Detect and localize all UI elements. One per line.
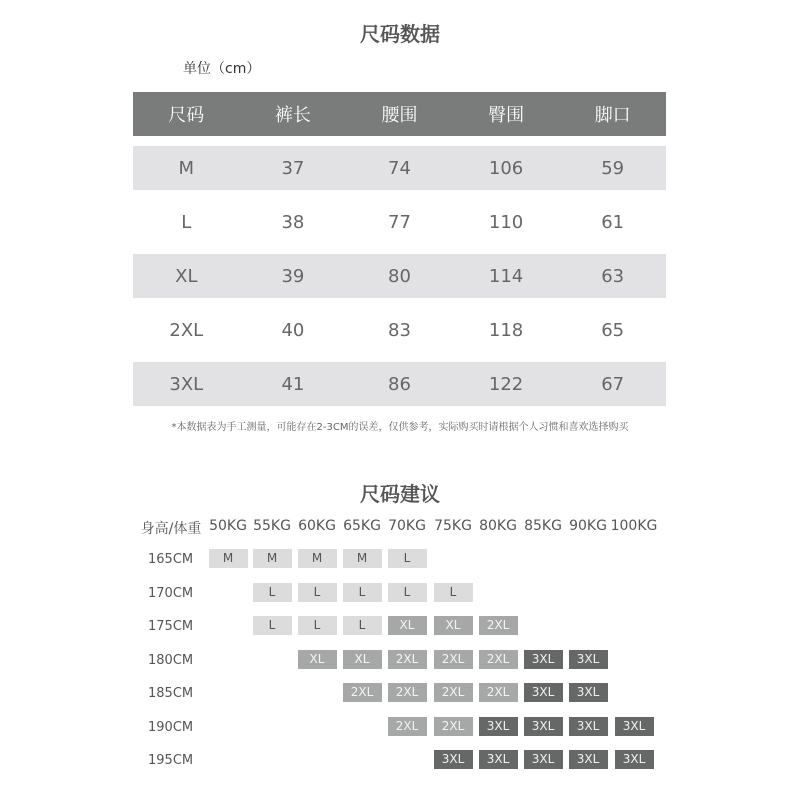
size-suggestion-cell: XL [343,650,382,669]
cell-hem: 65 [601,319,625,341]
weight-label: 75KG [434,518,472,534]
size-suggestion-cell: 3XL [569,717,608,736]
size-suggestion-cell: 2XL [343,683,382,702]
height-label: 175CM [148,619,194,634]
cell-hem: 63 [559,254,666,298]
weight-label: 90KG [569,518,607,534]
table-row [133,200,666,244]
weight-label: 70KG [388,518,426,534]
unit-label: 单位（cm） [183,61,261,77]
measurement-note: *本数据表为手工测量，可能存在2-3CM的误差，仅供参考，实际购买时请根据个人习惯和喜欢选择购买 [171,422,629,433]
size-suggestion-cell: L [388,583,427,602]
size-suggestion-cell: L [298,583,337,602]
header-hem: 脚口 [559,92,666,136]
size-suggestion-cell: M [343,549,382,568]
cell-length: 37 [240,146,347,190]
size-suggestion-cell: 2XL [434,650,473,669]
size-suggestion-cell: 3XL [524,683,563,702]
size-suggestion-cell: 2XL [388,717,427,736]
cell-waist: 77 [388,211,411,233]
size-recommendation-title: 尺码建议 [360,482,440,506]
size-data-title: 尺码数据 [360,22,440,46]
height-label: 170CM [148,585,194,601]
size-suggestion-cell: M [209,549,248,568]
cell-size: M [133,146,240,190]
cell-hip: 114 [453,254,560,298]
size-suggestion-cell: XL [434,616,473,635]
size-suggestion-cell: XL [388,616,427,635]
size-suggestion-cell: 3XL [524,717,563,736]
height-label: 190CM [148,719,194,735]
size-suggestion-cell: L [253,616,292,635]
weight-label: 50KG [209,518,247,534]
cell-size: XL [133,254,240,298]
size-suggestion-cell: L [343,616,382,635]
size-suggestion-cell: L [343,583,382,602]
weight-label: 85KG [524,518,562,534]
table-row [133,146,666,190]
size-suggestion-cell: L [298,616,337,635]
cell-hem: 67 [559,362,666,406]
size-suggestion-cell: 3XL [479,717,518,736]
cell-hip: 106 [453,146,560,190]
size-table [133,82,666,416]
cell-hem: 61 [601,211,625,233]
size-suggestion-cell: M [253,549,292,568]
size-suggestion-cell: XL [298,650,337,669]
size-suggestion-cell: 2XL [434,683,473,702]
table-row [133,362,666,406]
header-waist: 腰围 [346,92,453,136]
height-label: 165CM [148,552,194,567]
weight-label: 55KG [253,518,291,534]
table-row [133,308,666,352]
header-length: 裤长 [240,92,347,136]
size-suggestion-cell: L [434,583,473,602]
size-suggestion-cell: 3XL [615,750,654,769]
size-suggestion-cell: 3XL [569,683,608,702]
size-suggestion-cell: 3XL [524,650,563,669]
table-row [133,254,666,298]
cell-hip: 118 [488,319,524,341]
size-table-header [133,92,666,136]
weight-label: 65KG [343,518,381,534]
cell-waist: 83 [388,319,411,341]
cell-size: 2XL [169,319,204,341]
cell-waist: 80 [346,254,453,298]
height-label: 195CM [148,753,194,768]
size-suggestion-cell: 2XL [388,650,427,669]
size-suggestion-cell: 2XL [479,683,518,702]
size-suggestion-cell: L [388,549,427,568]
size-suggestion-cell: 3XL [569,750,608,769]
size-suggestion-cell: 3XL [569,650,608,669]
height-label: 185CM [148,686,194,701]
height-label: 180CM [148,652,194,668]
size-suggestion-cell: 2XL [479,650,518,669]
weight-label: 80KG [479,518,517,534]
size-suggestion-cell: 3XL [434,750,473,769]
cell-length: 39 [240,254,347,298]
size-suggestion-cell: 2XL [388,683,427,702]
cell-size: 3XL [133,362,240,406]
size-suggestion-cell: 3XL [524,750,563,769]
size-suggestion-cell: M [298,549,337,568]
cell-length: 41 [240,362,347,406]
cell-waist: 74 [346,146,453,190]
header-hip: 臀围 [453,92,560,136]
size-suggestion-cell: 3XL [479,750,518,769]
weight-label: 100KG [610,518,658,534]
size-suggestion-cell: L [253,583,292,602]
cell-length: 38 [281,211,305,233]
size-suggestion-cell: 2XL [434,717,473,736]
size-suggestion-cell: 3XL [615,717,654,736]
cell-length: 40 [281,319,305,341]
cell-size: L [181,211,192,233]
weight-label: 60KG [298,518,336,534]
size-suggestion-cell: 2XL [479,616,518,635]
header-size: 尺码 [133,92,240,136]
cell-hip: 110 [488,211,524,233]
cell-hem: 59 [559,146,666,190]
corner-label: 身高/体重 [140,521,202,537]
cell-waist: 86 [346,362,453,406]
cell-hip: 122 [453,362,560,406]
